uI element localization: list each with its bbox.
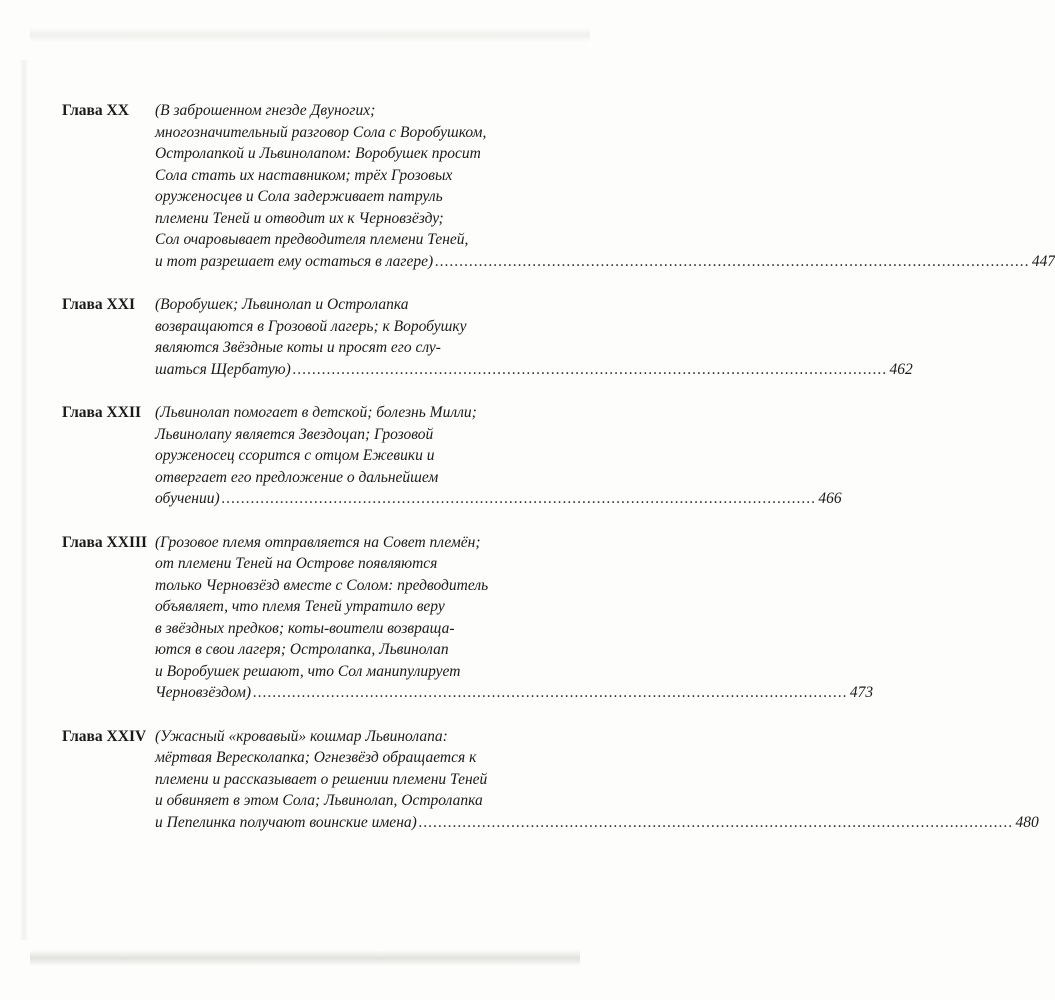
table-of-contents	[62, 100, 1055, 855]
summary-line: (Ужасный «кровавый» кошмар Львинолапа:	[155, 727, 448, 745]
summary-line: (Воробушек; Львинолап и Остролапка	[155, 296, 409, 313]
summary-line: от племени Теней на Острове появляются	[155, 555, 438, 572]
summary-line: Сол очаровывает предводителя племени Теней,	[155, 231, 469, 248]
dot-leader	[222, 488, 817, 510]
dot-leader	[435, 251, 1030, 273]
page-number: 480	[1015, 813, 1039, 831]
summary-last-line	[155, 682, 873, 704]
summary-last-line	[155, 488, 842, 510]
scan-shadow-bottom	[30, 950, 580, 966]
summary-line: племени Теней и отводит их к Черновзёзду;	[155, 209, 444, 227]
chapter-label: Глава XXIII	[62, 533, 148, 551]
toc-entry	[62, 294, 913, 380]
summary-last-line	[155, 359, 913, 381]
summary-line: в звёздных предков; коты-воители возвраща-	[155, 619, 455, 637]
summary-line: и Пепелинка получают воинские имена)	[155, 813, 417, 831]
summary-line: и обвиняет в этом Сола; Львинолап, Остролапка	[155, 792, 483, 809]
chapter-label: Глава XXIV	[62, 727, 147, 745]
summary-line: племени и рассказывает о решении племени Теней	[155, 770, 488, 788]
toc-entry	[62, 726, 1039, 834]
summary-line: и Воробушек решают, что Сол манипулирует	[155, 662, 461, 680]
toc-entry	[62, 402, 842, 510]
summary-line: объявляет, что племя Теней утратило веру	[155, 598, 445, 615]
page-number: 473	[849, 684, 874, 701]
summary-line: (Грозовое племя отправляется на Совет племён;	[155, 533, 481, 551]
toc-entry	[62, 100, 1055, 272]
summary-line: мёртвая Вересколапка; Огнезвёзд обращается к	[155, 749, 477, 766]
summary-line: возвращаются в Грозовой лагерь; к Воробушку	[155, 317, 467, 335]
summary-line: являются Звёздные коты и просят его слу-	[155, 339, 441, 356]
summary-line: шаться Щербатую)	[155, 360, 291, 378]
chapter-summary	[155, 726, 1039, 834]
summary-line: только Черновзёзд вместе с Солом: предводитель	[155, 576, 489, 594]
summary-line: Львинолапу является Звездоцап; Грозовой	[155, 425, 434, 443]
summary-last-line	[155, 251, 1055, 273]
chapter-summary	[155, 294, 913, 380]
chapter-label: Глава XXI	[62, 296, 135, 313]
dot-leader	[293, 359, 888, 381]
page-number: 466	[818, 490, 842, 507]
summary-line: отвергает его предложение о дальнейшем	[155, 468, 439, 486]
summary-line: оруженосцев и Сола задерживает патруль	[155, 188, 443, 205]
summary-last-line	[155, 812, 1039, 834]
chapter-summary	[155, 100, 1055, 272]
summary-line: и тот разрешает ему остаться в лагере)	[155, 252, 434, 270]
summary-line: Остролапкой и Львинолапом: Воробушек просит	[155, 145, 481, 162]
page-number: 447	[1031, 252, 1055, 270]
summary-line: обучении)	[155, 490, 220, 507]
summary-line: (В заброшенном гнезде Двуногих;	[155, 102, 376, 119]
scan-shadow-top	[30, 28, 590, 42]
chapter-summary	[155, 402, 842, 510]
chapter-label: Глава XX	[62, 102, 129, 119]
summary-line: (Львинолап помогает в детской; болезнь Милли;	[155, 404, 477, 421]
summary-line: Сола стать их наставником; трёх Грозовых	[155, 166, 453, 184]
summary-line: оруженосец ссорится с отцом Ежевики и	[155, 447, 435, 464]
dot-leader	[419, 812, 1014, 834]
page-number: 462	[889, 360, 913, 378]
summary-line: ются в свои лагеря; Остролапка, Львинолап	[155, 641, 449, 658]
summary-line: Черновзёздом)	[155, 684, 252, 701]
scan-shadow-left	[20, 60, 28, 940]
chapter-label: Глава XXII	[62, 404, 142, 421]
chapter-summary	[155, 532, 873, 704]
summary-line: многозначительный разговор Сола с Воробушком,	[155, 123, 487, 141]
toc-entry	[62, 532, 874, 704]
dot-leader	[253, 682, 848, 704]
